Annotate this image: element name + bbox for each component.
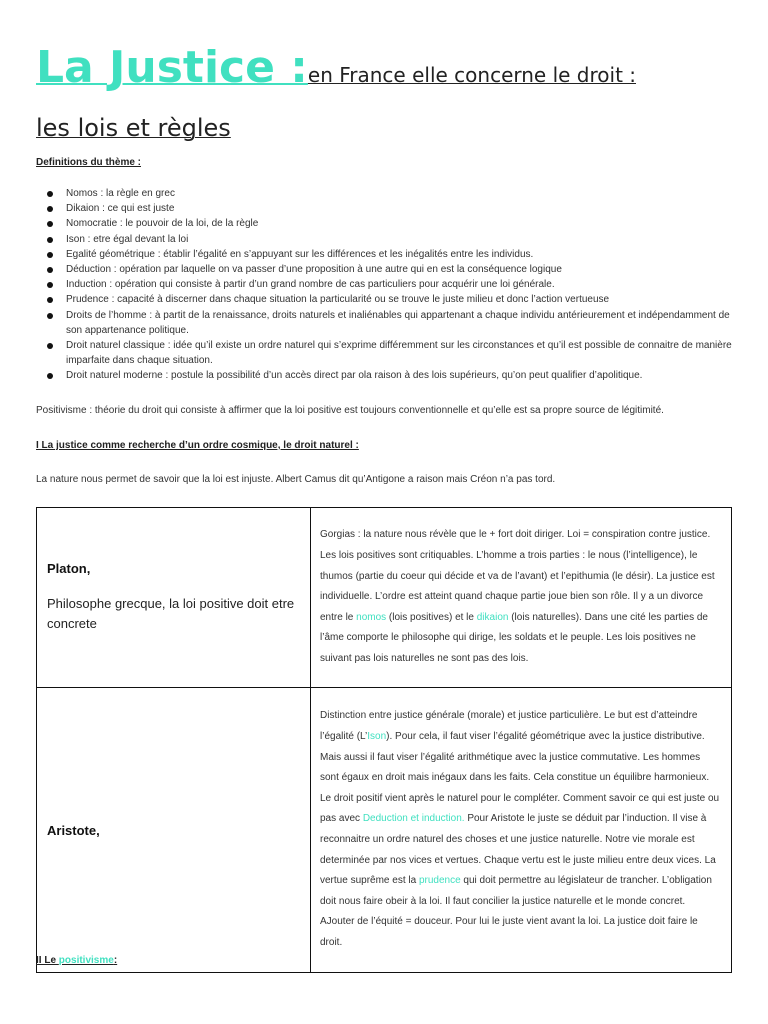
title-block bbox=[36, 38, 736, 142]
deduction-induction-link[interactable]: Deduction et induction. bbox=[362, 813, 465, 825]
list-item: Egalité géométrique : établir l’égalité en s’appuyant sur les différences et les inégalités entre les individus. bbox=[36, 247, 736, 262]
aristote-name-cell bbox=[37, 688, 311, 973]
list-item: Prudence : capacité à discerner dans chaque situation la particularité ou se trouve le juste milieu et donc l’action vertueuse bbox=[36, 292, 736, 307]
positivisme-link[interactable]: positivisme bbox=[58, 955, 114, 966]
positivisme-definition: Positivisme : théorie du droit qui consiste à affirmer que la loi positive est toujours conventionnelle et qu’elle est sa propre source de légitimité. bbox=[36, 405, 664, 416]
list-item: Droits de l’homme : à partit de la renaissance, droits naturels et inaliénables qui appartenant a chaque individu antérieurement et indépendamment de son appartenance politique. bbox=[36, 308, 736, 338]
platon-text-3: (lois naturelles). Dans une cité les parties de l’âme comporte le philosophe qui dirige, les soldats et le peuple. Les lois positives ne suivant pas lois naturelles ne sont pas des lois. bbox=[320, 611, 708, 664]
dikaion-link[interactable]: dikaion bbox=[476, 611, 509, 623]
list-item: Déduction : opération par laquelle on va passer d’une proposition à une autre qui en est la conséquence logique bbox=[36, 262, 736, 277]
aristote-text-4: qui doit permettre au législateur de trancher. L’obligation doit nous faire obeir à la loi. Il faut concilier la justice naturelle et le monde concret. AJouter de l’équité = douceur. Pour lui le juste vient avant la loi. La justice doit faire le droit. bbox=[320, 875, 712, 948]
philosophers-table bbox=[36, 507, 732, 973]
list-item: Dikaion : ce qui est juste bbox=[36, 201, 736, 216]
platon-subtitle: Philosophe grecque, la loi positive doit etre concrete bbox=[47, 596, 295, 631]
nomos-link[interactable]: nomos bbox=[356, 611, 387, 623]
prudence-link[interactable]: prudence bbox=[418, 875, 461, 887]
aristote-text-1: Distinction entre justice générale (morale) et justice particulière. Le but est d’atteindre l’égalité (L’ bbox=[320, 710, 698, 743]
table-row-aristote bbox=[37, 688, 732, 973]
platon-text-1: Gorgias : la nature nous révèle que le + fort doit diriger. Loi = conspiration contre justice. Les lois positives sont critiquables. L’homme a trois parties : le nous (l’intelligence), le thumos (partie du coeur qui décide et va de l’avant) et l’epithumia (le désir). La justice est individuelle. L’ordre est atteint quand chaque partie joue bien son rôle. Il y a un divorce entre le bbox=[320, 529, 715, 623]
platon-text-2: (lois positives) et le bbox=[386, 611, 477, 623]
list-item: Nomos : la règle en grec bbox=[36, 186, 736, 201]
list-item: Induction : opération qui consiste à partir d’un grand nombre de cas particuliers pour acquérir une loi générale. bbox=[36, 277, 736, 292]
definitions-heading: Definitions du thème : bbox=[36, 157, 141, 168]
section-1-heading: I La justice comme recherche d’un ordre cosmique, le droit naturel : bbox=[36, 440, 359, 451]
title-second-line: les lois et règles bbox=[36, 114, 231, 142]
aristote-text-3: Pour Aristote le juste se déduit par l’induction. Il vise à reconnaitre un ordre naturel des choses et une justice naturelle. Notre vie morale est determinée par nos vices et vertues. Chaque vertu est le juste milieu entre deux vices. La vertue suprême est la bbox=[320, 813, 716, 887]
list-item: Droit naturel classique : idée qu’il existe un ordre naturel qui s’exprime différemment sur les circonstances et qu’il est possible de connaitre de manière imparfaite dans chaque situation. bbox=[36, 338, 736, 368]
table-row-platon bbox=[37, 508, 732, 688]
section-2-suffix: : bbox=[113, 955, 118, 966]
platon-name-cell bbox=[37, 508, 311, 688]
title-subtitle: en France elle concerne le droit : bbox=[307, 63, 637, 87]
aristote-description bbox=[311, 688, 732, 973]
platon-description bbox=[311, 508, 732, 688]
definitions-list bbox=[36, 186, 736, 384]
list-item: Ison : etre égal devant la loi bbox=[36, 232, 736, 247]
section-2-heading bbox=[36, 955, 117, 966]
aristote-text-2: ). Pour cela, il faut viser l’égalité géométrique avec la justice distributive. Mais aussi il faut viser l’égalité arithmétique avec la justice commutative. Les hommes sont égaux en droit mais inégaux dans les faits. Cela constitue un équilibre harmonieux. Le droit positif vient après le naturel pour le compléter. Comment savoir ce qui est juste ou pas avec bbox=[320, 731, 720, 825]
aristote-name: Aristote, bbox=[47, 822, 100, 838]
list-item: Nomocratie : le pouvoir de la loi, de la règle bbox=[36, 216, 736, 231]
section-2-prefix: II Le bbox=[36, 955, 59, 966]
platon-name: Platon, bbox=[47, 561, 91, 576]
ison-link[interactable]: Ison bbox=[367, 731, 387, 743]
title-main: La Justice : bbox=[36, 42, 308, 93]
list-item: Droit naturel moderne : postule la possibilité d’un accès direct par ola raison à des lois supérieurs, qu’on peut qualifier d’apolitique. bbox=[36, 368, 736, 383]
section-1-intro: La nature nous permet de savoir que la loi est injuste. Albert Camus dit qu’Antigone a raison mais Créon n’a pas tord. bbox=[36, 474, 556, 485]
